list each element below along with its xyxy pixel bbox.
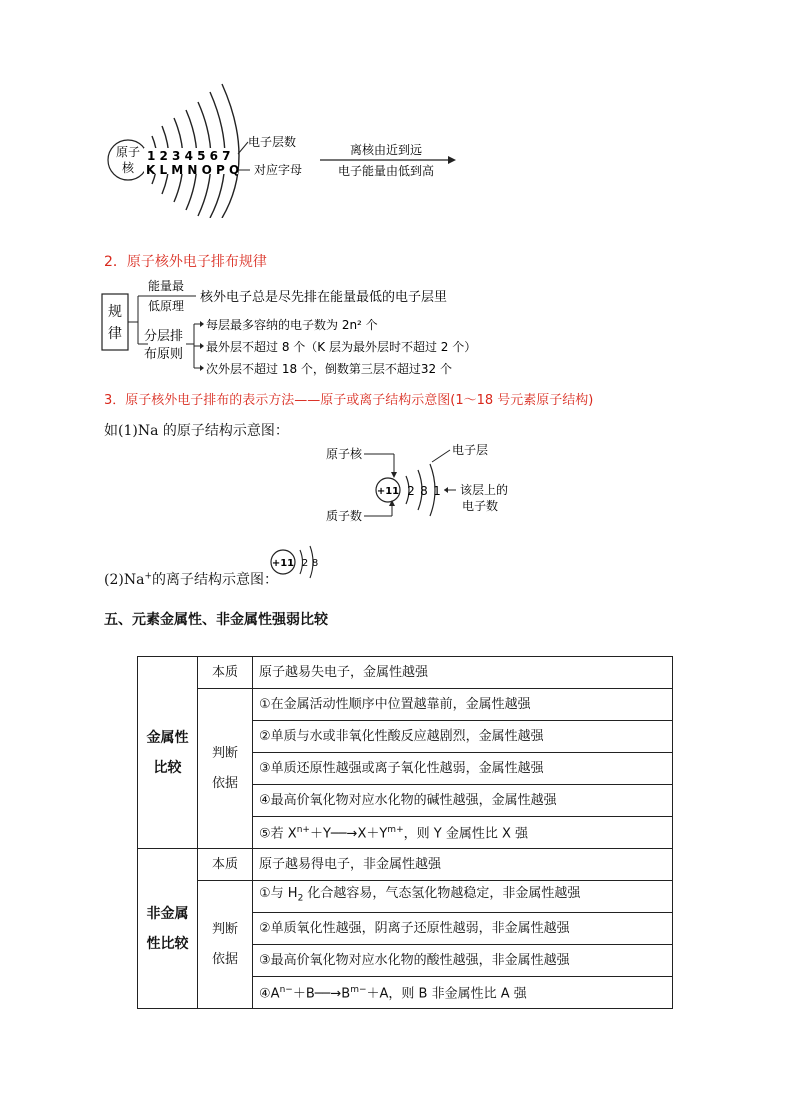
branch2-label-1: 分层排 — [144, 329, 184, 344]
na-proton-label: 质子数 — [326, 509, 363, 523]
shell-letters: K L M N O P Q — [146, 163, 240, 177]
na-nucleus-label: 原子核 — [326, 447, 363, 461]
metal-row-4: ④最高价氧化物对应水化物的碱性越强，金属性越强 — [253, 785, 673, 817]
branch1-label-2: 低原理 — [148, 299, 185, 313]
arrow-label-bottom: 电子能量由低到高 — [337, 164, 435, 178]
nonmetal-category: 非金属 性比较 — [138, 849, 198, 1009]
comparison-table — [137, 656, 673, 1009]
nonmetal-basis-label: 判断 依据 — [198, 881, 253, 1009]
na-atom-intro: 如(1)Na 的原子结构示意图： — [104, 423, 289, 439]
na-ion-intro — [104, 569, 278, 589]
nonmetal-row-4: $④A^{n-}+B──\to B^{m-}+A$，则 B 非金属性比 A 强 — [253, 977, 673, 1009]
metal-category: 金属性 比较 — [138, 657, 198, 849]
na-ion-sup: + — [144, 571, 152, 582]
ion-electrons-1: 2 — [301, 558, 309, 569]
section-3-title: 3．原子核外电子排布的表示方法——原子或离子结构示意图(1～18 号元素原子结构) — [104, 393, 594, 408]
na-electrons-1: 2 — [407, 484, 415, 498]
metal-row-3: ③单质还原性越强或离子氧化性越弱，金属性越强 — [253, 753, 673, 785]
nonmetal-essence-label: 本质 — [198, 849, 253, 881]
na-electrons-2: 8 — [420, 484, 428, 498]
metal-row-1: ①在金属活动性顺序中位置越靠前，金属性越强 — [253, 689, 673, 721]
ion-charge: +11 — [271, 558, 295, 569]
branch2-label-2: 布原则 — [144, 347, 184, 362]
rule-tree-diagram — [100, 278, 540, 378]
na-layer-electrons-2: 电子数 — [462, 499, 499, 513]
na-charge: +11 — [376, 486, 400, 497]
na-layer-electrons-1: 该层上的 — [460, 483, 509, 497]
na-ion-suffix: 的离子结构示意图： — [151, 572, 278, 588]
nucleus-label-1: 原子 — [115, 145, 141, 159]
metal-row-5: ⑤若 $X^{n+}+Y──\to X+Y^{m+}$，则 Y 金属性比 X 强 — [253, 817, 673, 849]
branch1-text: 核外电子总是尽先排在能量最低的电子层里 — [200, 290, 448, 305]
na-atom-diagram — [320, 440, 520, 525]
nonmetal-row-1: ①与 $H_2$ 化合越容易，气态氢化物越稳定，非金属性越强 — [253, 881, 673, 913]
na-ion-diagram — [268, 544, 328, 580]
metal-essence: 原子越易失电子，金属性越强 — [253, 657, 673, 689]
rule-item-1: 每层最多容纳的电子数为 2n² 个 — [206, 318, 378, 332]
section-2-title: 2．原子核外电子排布规律 — [104, 254, 267, 270]
rule-item-2: 最外层不超过 8 个（K 层为最外层时不超过 2 个） — [206, 340, 477, 354]
rule-label-2: 律 — [108, 326, 122, 342]
electron-shell-diagram — [100, 78, 460, 218]
label-letters: 对应字母 — [254, 163, 303, 177]
branch1-label-1: 能量最 — [148, 279, 185, 293]
ion-electrons-2: 8 — [311, 558, 319, 569]
na-ion-prefix: (2)Na — [104, 572, 145, 588]
table-row — [138, 881, 673, 913]
metal-row-2: ②单质与水或非氧化性酸反应越剧烈，金属性越强 — [253, 721, 673, 753]
metal-essence-label: 本质 — [198, 657, 253, 689]
na-layer-label: 电子层 — [452, 443, 489, 457]
metal-basis-label: 判断 依据 — [198, 689, 253, 849]
table-row — [138, 689, 673, 721]
nonmetal-row-3: ③最高价氧化物对应水化物的酸性越强，非金属性越强 — [253, 945, 673, 977]
nonmetal-row-2: ②单质氧化性越强，阴离子还原性越弱，非金属性越强 — [253, 913, 673, 945]
shell-numbers: 1 2 3 4 5 6 7 — [147, 149, 231, 163]
rule-item-3: 次外层不超过 18 个，倒数第三层不超过32 个 — [206, 362, 452, 376]
label-layer-count: 电子层数 — [248, 135, 297, 149]
rule-label-1: 规 — [108, 304, 122, 320]
table-row — [138, 849, 673, 881]
arrow-label-top: 离核由近到远 — [349, 143, 423, 157]
na-electrons-3: 1 — [433, 484, 441, 498]
nucleus-label-2: 核 — [121, 161, 135, 175]
table-row — [138, 657, 673, 689]
nonmetal-essence: 原子越易得电子，非金属性越强 — [253, 849, 673, 881]
section-5-title: 五、元素金属性、非金属性强弱比较 — [104, 612, 328, 628]
